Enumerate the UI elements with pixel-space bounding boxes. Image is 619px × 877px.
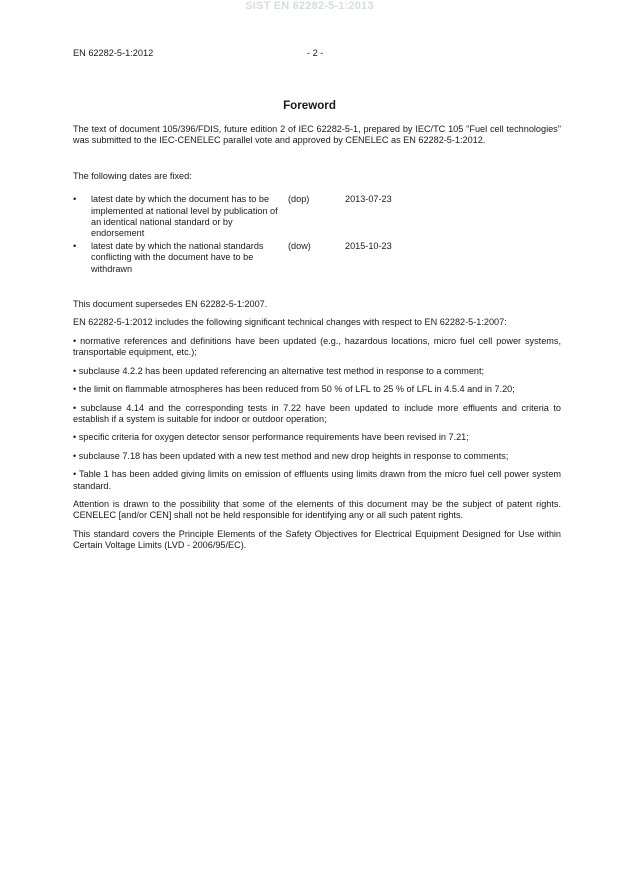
dates-list [73,194,561,275]
directive-note: This standard covers the Principle Elements of the Safety Objectives for Electrical Equipment Designed for Use within Certain Voltage Limits (LVD - 2006/95/EC). [73,528,561,551]
patent-notice: Attention is drawn to the possibility that some of the elements of this document may be the subject of patent rights. CENELEC [and/or CEN] shall not be held responsible for identifying any or all such patent rights. [73,498,561,521]
foreword-title: Foreword [283,99,336,112]
bullet-icon: • [73,194,77,206]
intro-paragraph: The text of document 105/396/FDIS, future edition 2 of IEC 62282-5-1, prepared by IEC/TC 105 "Fuel cell technologies" was submitted to the IEC-CENELEC parallel vote and approved by CENELEC as EN 62282-5-1:2012. [73,124,561,146]
date-description: latest date by which the document has to be implemented at national level by publication of an identical national standard or by endorsement [91,194,278,239]
header-page-number: - 2 - [307,48,324,58]
change-item: • specific criteria for oxygen detector sensor performance requirements have been revised in 7.21; [73,432,469,443]
change-item: • subclause 4.2.2 has been updated referencing an alternative test method in response to a comment; [73,365,485,376]
date-description: latest date by which the national standards conflicting with the document have to be withdrawn [91,240,264,274]
change-item: • normative references and definitions have been updated (e.g., hazardous locations, micro fuel cell power systems, transportable equipment, etc.); [73,335,561,358]
supersedes-paragraph: This document supersedes EN 62282-5-1:2007. [73,299,268,310]
change-item: • subclause 4.14 and the corresponding tests in 7.22 have been updated to include more effluents and criteria to establish if a system is suitable for indoor or outdoor operation; [73,402,561,424]
date-row-dop [73,194,561,240]
foreword-body [73,124,561,559]
date-code: (dow) [288,240,311,251]
date-value: 2015-10-23 [345,240,392,251]
date-code: (dop) [288,194,310,205]
date-row-dow [73,241,561,275]
change-item: • Table 1 has been added giving limits on emission of effluents using limits drawn from the micro fuel cell power system standard. [73,469,561,491]
change-item: • the limit on flammable atmospheres has been reduced from 50 % of LFL to 25 % of LFL in 4.5.4 and in 7.20; [73,384,515,395]
watermark: SIST EN 62282-5-1:2013 [245,0,374,12]
changes-intro: EN 62282-5-1:2012 includes the following significant technical changes with respect to EN 62282-5-1:2007: [73,317,507,328]
change-item: • subclause 7.18 has been updated with a new test method and new drop heights in response to comments; [73,450,509,461]
header-document-id: EN 62282-5-1:2012 [73,48,154,58]
date-value: 2013-07-23 [345,194,392,205]
bullet-icon: • [73,240,77,252]
dates-intro: The following dates are fixed: [73,170,192,181]
